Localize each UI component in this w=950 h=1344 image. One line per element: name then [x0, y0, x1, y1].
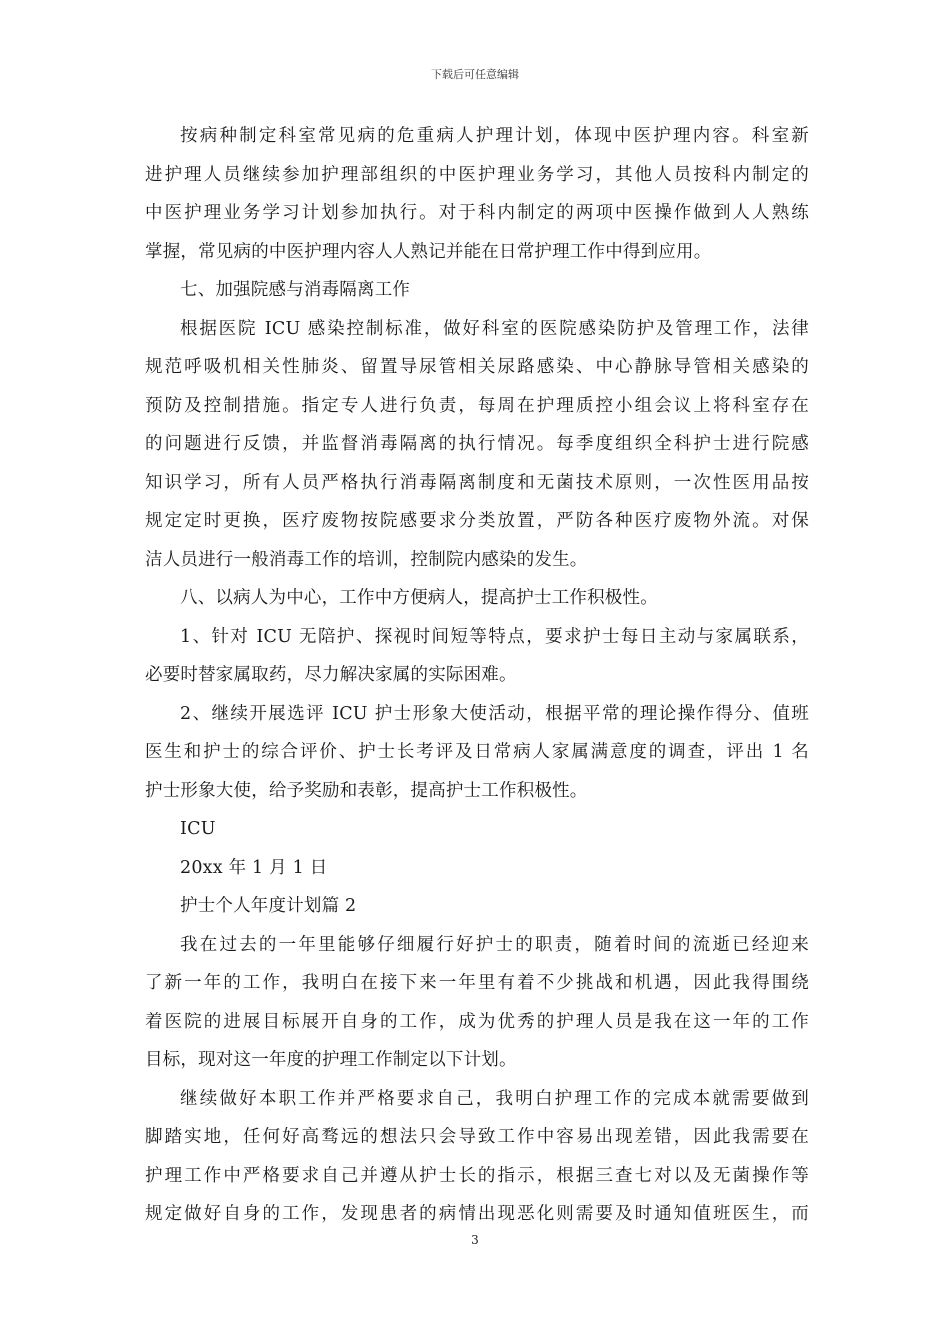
signature-date: 20xx 年 1 月 1 日 — [180, 857, 328, 878]
body-line: 预防及控制措施。指定专人进行负责，每周在护理质控小组会议上将科室存在 — [145, 395, 809, 416]
body-line: 进护理人员继续参加护理部组织的中医护理业务学习，其他人员按科内制定的 — [145, 164, 809, 185]
body-line: 护士形象大使，给予奖励和表彰，提高护士工作积极性。 — [145, 780, 588, 801]
body-line: 脚踏实地，任何好高骛远的想法只会导致工作中容易出现差错，因此我需要在 — [145, 1127, 809, 1147]
body-line: 了新一年的工作，我明白在接下来一年里有着不少挑战和机遇，因此我得围绕 — [145, 973, 809, 993]
body-line: 我在过去的一年里能够仔细履行好护士的职责，随着时间的流逝已经迎来 — [180, 934, 809, 955]
body-line: 目标，现对这一年度的护理工作制定以下计划。 — [145, 1050, 517, 1070]
body-line: 护理工作中严格要求自己并遵从护士长的指示，根据三查七对以及无菌操作等 — [145, 1165, 809, 1186]
body-line: 2、继续开展选评 ICU 护士形象大使活动，根据平常的理论操作得分、值班 — [180, 703, 809, 724]
body-line: 根据医院 ICU 感染控制标准，做好科室的医院感染防护及管理工作，法律 — [180, 318, 809, 339]
body-line: 掌握，常见病的中医护理内容人人熟记并能在日常护理工作中得到应用。 — [145, 241, 712, 262]
body-line: 知识学习，所有人员严格执行消毒隔离制度和无菌技术原则，一次性医用品按 — [145, 472, 809, 493]
body-line: 1、针对 ICU 无陪护、探视时间短等特点，要求护士每日主动与家属联系， — [180, 626, 809, 647]
body-line: 中医护理业务学习计划参加执行。对于科内制定的两项中医操作做到人人熟练 — [145, 203, 809, 223]
body-line: 规定定时更换，医疗废物按院感要求分类放置，严防各种医疗废物外流。对保 — [145, 511, 809, 531]
body-line: 医生和护士的综合评价、护士长考评及日常病人家属满意度的调查，评出 1 名 — [145, 742, 809, 762]
section-heading: 七、加强院感与消毒隔离工作 — [180, 280, 411, 300]
document-body — [145, 117, 809, 1234]
body-line: 的问题进行反馈，并监督消毒隔离的执行情况。每季度组织全科护士进行院感 — [145, 434, 809, 454]
body-line: 继续做好本职工作并严格要求自己，我明白护理工作的完成本就需要做到 — [180, 1088, 809, 1109]
section-heading: 八、以病人为中心，工作中方便病人，提高护士工作积极性。 — [180, 588, 658, 608]
signature-department: ICU — [180, 819, 216, 839]
body-line: 洁人员进行一般消毒工作的培训，控制院内感染的发生。 — [145, 549, 588, 570]
body-line: 规范呼吸机相关性肺炎、留置导尿管相关尿路感染、中心静脉导管相关感染的 — [145, 357, 809, 377]
body-line: 规定做好自身的工作，发现患者的病情出现恶化则需要及时通知值班医生，而 — [145, 1204, 809, 1224]
page-number: 3 — [471, 1233, 479, 1247]
body-line: 必要时替家属取药，尽力解决家属的实际困难。 — [145, 665, 517, 685]
body-line: 按病种制定科室常见病的危重病人护理计划，体现中医护理内容。科室新 — [180, 126, 809, 146]
section-title: 护士个人年度计划篇 2 — [180, 896, 357, 916]
page-header: 下载后可任意编辑 — [431, 68, 519, 81]
body-line: 着医院的进展目标展开自身的工作，成为优秀的护理人员是我在这一年的工作 — [145, 1011, 809, 1032]
